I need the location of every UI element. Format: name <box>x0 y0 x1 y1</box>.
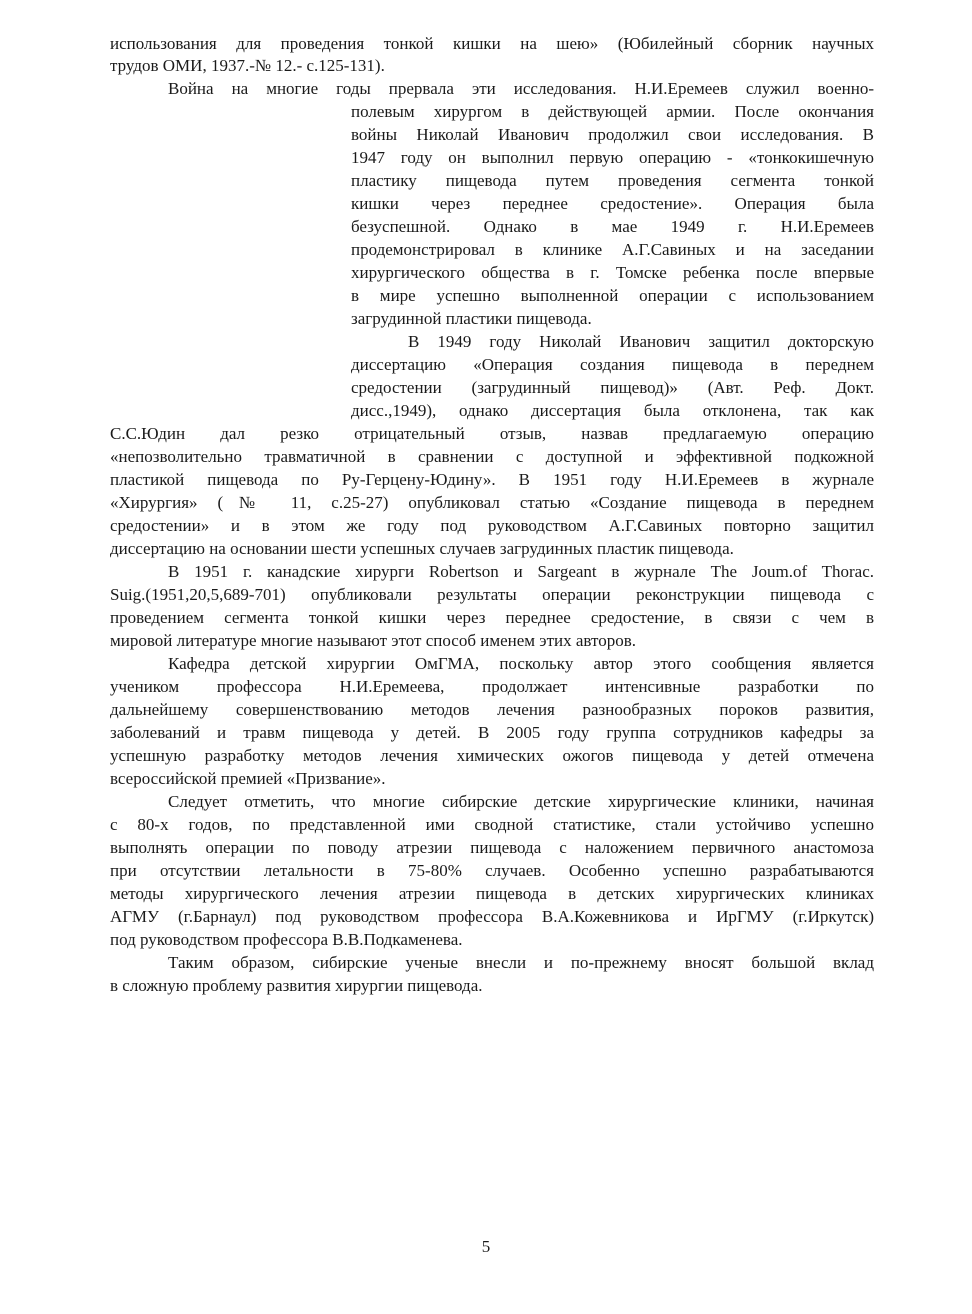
text-line: под руководством профессора В.В.Подкаменева. <box>110 930 463 949</box>
text-line: средостении» и в этом же году под руководством А.Г.Савиных повторно защитил <box>110 516 874 535</box>
text-line: продемонстрировал в клинике А.Г.Савиных и на заседании <box>351 240 874 259</box>
text-line: проведением сегмента тонкой кишки через переднее средостение, в связи с чем в <box>110 608 874 627</box>
text-line: «Хирургия» (№ 11, с.25-27) опубликовал статью «Создание пищевода в переднем <box>110 493 874 512</box>
text-line: мировой литературе многие называют этот способ именем этих авторов. <box>110 631 637 650</box>
text-line: В 1949 году Николай Иванович защитил докторскую <box>408 332 874 351</box>
text-line: с 80-х годов, по представленной ими сводной статистике, стали устойчиво успешно <box>110 815 874 834</box>
text-line: при отсутствии летальности в 75-80% случаев. Особенно успешно разрабатываются <box>110 861 874 880</box>
text-line: загрудинной пластики пищевода. <box>351 309 592 328</box>
text-line: пластикой пищевода по Ру-Герцену-Юдину». В 1951 году Н.И.Еремеев в журнале <box>110 470 874 489</box>
text-line: хирургического общества в г. Томске ребенка после впервые <box>351 263 874 282</box>
text-line: дальнейшему совершенствованию методов лечения разнообразных пороков развития, <box>110 700 874 719</box>
text-line: кишки через переднее средостение». Операция была <box>351 194 874 213</box>
text-line: 1947 году он выполнил первую операцию - «тонкокишечную <box>351 148 874 167</box>
text-line: в сложную проблему развития хирургии пищевода. <box>110 976 483 995</box>
text-line: Suig.(1951,20,5,689-701) опубликовали результаты операции реконструкции пищевода с <box>110 585 874 604</box>
text-line: полевым хирургом в действующей армии. После окончания <box>351 102 874 121</box>
text-line: диссертацию на основании шести успешных случаев загрудинных пластик пищевода. <box>110 539 734 558</box>
text-line: С.С.Юдин дал резко отрицательный отзыв, назвав предлагаемую операцию <box>110 424 874 443</box>
text-line: средостении (загрудинный пищевод)» (Авт. Реф. Докт. <box>351 378 874 397</box>
text-line: Кафедра детской хирургии ОмГМА, поскольку автор этого сообщения является <box>168 654 874 673</box>
text-line: диссертацию «Операция создания пищевода в переднем <box>351 355 874 374</box>
text-line: учеником профессора Н.И.Еремеева, продолжает интенсивные разработки по <box>110 677 874 696</box>
text-line: выполнять операции по поводу атрезии пищевода с наложением первичного анастомоза <box>110 838 874 857</box>
text-line: методы хирургического лечения атрезии пищевода в детских хирургических клиниках <box>110 884 874 903</box>
text-line: в мире успешно выполненной операции с использованием <box>351 286 874 305</box>
text-line: успешную разработку методов лечения химических ожогов пищевода у детей отмечена <box>110 746 874 765</box>
text-line: АГМУ (г.Барнаул) под руководством профессора В.А.Кожевникова и ИрГМУ (г.Иркутск) <box>110 907 874 926</box>
text-line: «непозволительно травматичной в сравнении с доступной и эффективной подкожной <box>110 447 874 466</box>
text-line: Война на многие годы прервала эти исследования. Н.И.Еремеев служил военно- <box>168 79 874 98</box>
text-line: Следует отметить, что многие сибирские детские хирургические клиники, начиная <box>168 792 874 811</box>
text-line: Таким образом, сибирские ученые внесли и по-прежнему вносят большой вклад <box>168 953 874 972</box>
text-line: всероссийской премией «Призвание». <box>110 769 386 788</box>
text-line: заболеваний и травм пищевода у детей. В 2005 году группа сотрудников кафедры за <box>110 723 874 742</box>
text-line: В 1951 г. канадские хирурги Robertson и Sargeant в журнале The Joum.of Thorac. <box>168 562 874 581</box>
text-line: трудов ОМИ, 1937.-№ 12.- с.125-131). <box>110 56 385 75</box>
text-line: дисс.,1949), однако диссертация была отклонена, так как <box>351 401 874 420</box>
text-line: войны Николай Иванович продолжил свои исследования. В <box>351 125 874 144</box>
text-line: безуспешной. Однако в мае 1949 г. Н.И.Еремеев <box>351 217 874 236</box>
text-line: использования для проведения тонкой кишки на шею» (Юбилейный сборник научных <box>110 34 874 53</box>
text-line: пластику пищевода путем проведения сегмента тонкой <box>351 171 874 190</box>
page-number: 5 <box>481 1237 491 1256</box>
